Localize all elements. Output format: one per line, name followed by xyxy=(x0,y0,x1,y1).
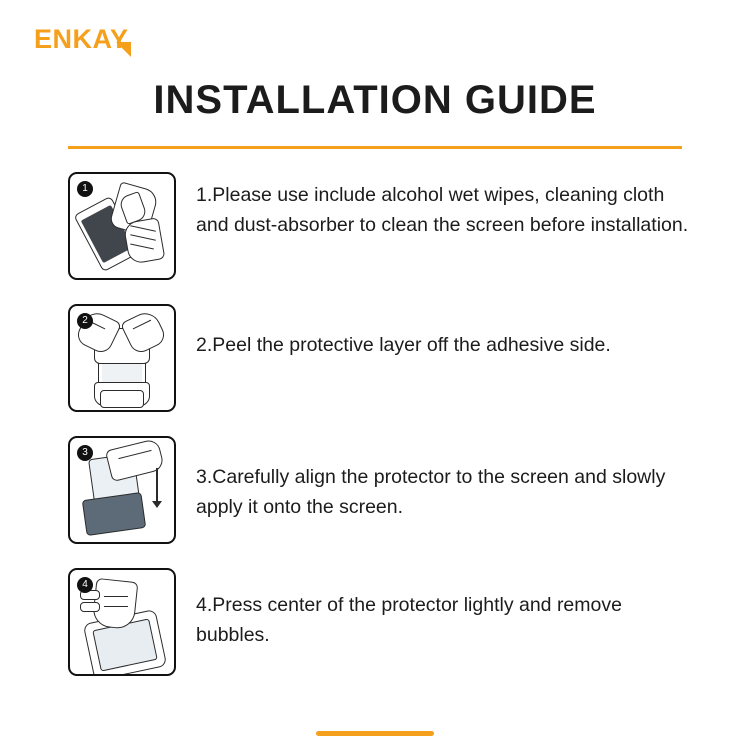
step-1-illustration xyxy=(68,172,176,280)
list-item xyxy=(0,172,750,280)
phone-base-inner-icon xyxy=(100,390,144,408)
phone-icon xyxy=(82,492,146,536)
footer-accent-bar xyxy=(316,731,434,736)
step-1-text: 1.Please use include alcohol wet wipes, cleaning cloth and dust-absorber to clean the screen before installation. xyxy=(196,184,689,236)
list-item xyxy=(0,436,750,544)
brand-logo xyxy=(34,26,131,57)
list-item xyxy=(0,304,750,412)
step-4-text: 4.Press center of the protector lightly and remove bubbles. xyxy=(196,594,622,646)
steps-list xyxy=(0,172,750,700)
step-4-illustration xyxy=(68,568,176,676)
step-2-badge: 2 xyxy=(77,313,93,329)
step-2-illustration xyxy=(68,304,176,412)
step-3-text: 3.Carefully align the protector to the screen and slowly apply it onto the screen. xyxy=(196,466,666,518)
step-3-illustration xyxy=(68,436,176,544)
brand-corner-icon xyxy=(116,42,131,57)
page-title: INSTALLATION GUIDE xyxy=(153,78,597,122)
finger-line-icon xyxy=(104,596,128,597)
down-arrow-icon xyxy=(156,468,158,502)
list-item xyxy=(0,568,750,676)
step-2-text: 2.Peel the protective layer off the adhesive side. xyxy=(196,334,611,356)
finger-icon xyxy=(80,602,100,612)
step-1-badge: 1 xyxy=(77,181,93,197)
finger-line-icon xyxy=(104,606,128,607)
step-3-badge: 3 xyxy=(77,445,93,461)
step-4-badge: 4 xyxy=(77,577,93,593)
title-divider xyxy=(68,146,682,149)
brand-name: ENKAY xyxy=(34,24,129,54)
